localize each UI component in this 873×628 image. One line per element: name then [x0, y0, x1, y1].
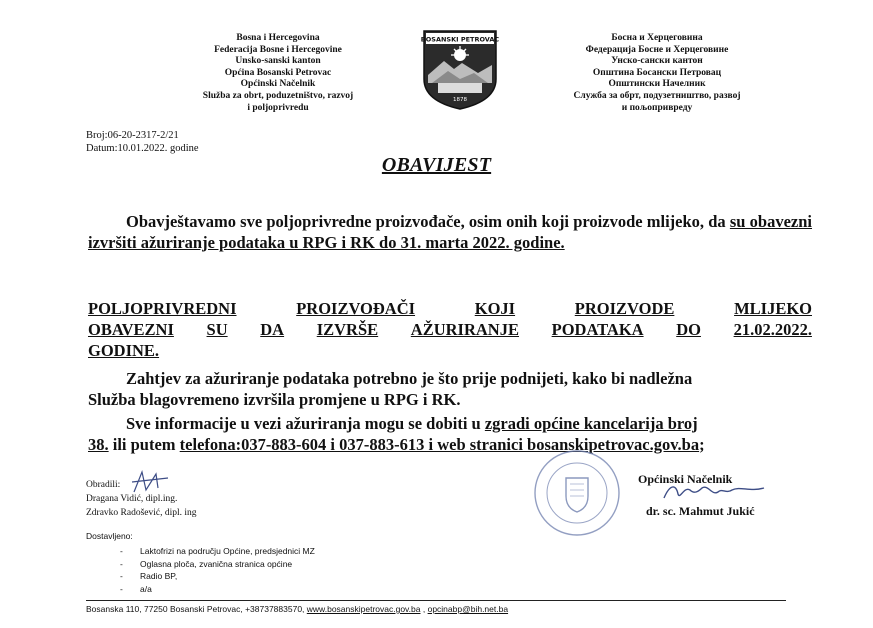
notice-title: OBAVIJEST [381, 154, 492, 176]
paragraph-3-line: Zahtjev za ažuriranje podataka potrebno je što prije podnijeti, kako bi nadležna [126, 369, 693, 388]
preparer-name: Dragana Vidić, dipl.ing. [86, 494, 178, 504]
footer-separator: , [420, 604, 428, 614]
emblem-banner: BOSANSKI PETROVAC [420, 35, 500, 44]
header-right-line: Федерација Босне и Херцеговине [585, 44, 729, 55]
header-left-line: Federacija Bosne i Hercegovine [214, 44, 342, 55]
notice-paragraph-2 [88, 298, 812, 361]
distribution-item: - Laktofrizi na području Općine, predsjednici MZ [116, 545, 315, 558]
footer-email-link[interactable]: opcinabp@bih.net.ba [427, 604, 509, 614]
header-right-line: и пољопривреду [621, 102, 693, 113]
distribution-item: - Radio BP, [116, 570, 315, 583]
notice-paragraph-3 [88, 368, 812, 410]
document-meta [86, 129, 199, 155]
caps-word: OBAVEZNI [88, 320, 174, 339]
office-location: zgradi općine kancelarija broj [484, 414, 698, 433]
caps-word: SU [206, 320, 228, 339]
header-left-line: Općina Bosanski Petrovac [224, 67, 332, 78]
header-right [557, 33, 757, 114]
paragraph-4-text: ; [699, 435, 705, 454]
paragraph-4-line [88, 413, 812, 434]
paragraph-1-deadline: su obavezni izvršiti ažuriranje podataka u RPG i RK do 31. marta 2022. godine. [88, 212, 813, 252]
distribution-label: Dostavljeno: [86, 531, 133, 541]
paragraph-1-intro: Obavještavamo sve poljoprivredne proizvođače, osim onih koji proizvode mlijeko, da [126, 212, 730, 231]
caps-word: DA [260, 320, 285, 339]
header-right-line: Служба за обрт, подузетништво, развој [573, 90, 741, 101]
distribution-list [116, 545, 315, 595]
caps-word: MLIJEKO [734, 299, 812, 318]
preparer-name: Zdravko Radošević, dipl. ing [86, 508, 197, 518]
footer-website-link[interactable]: www.bosanskipetrovac.gov.ba [306, 604, 421, 614]
official-stamp [532, 448, 622, 538]
municipality-emblem-icon [418, 27, 502, 111]
document-number: Broj:06-20-2317-2/21 [86, 130, 179, 141]
distribution-item: - a/a [116, 583, 315, 596]
header-right-line: Општински Начелник [608, 79, 706, 90]
notice-paragraph-1 [88, 211, 812, 253]
header-left [188, 33, 368, 114]
header-left-line: Unsko-sanski kanton [235, 56, 321, 67]
caps-word: PROIZVODE [574, 299, 675, 318]
paragraph-4-line [88, 434, 812, 455]
footer-divider [86, 600, 786, 601]
paragraph-3-line: Služba blagovremeno izvršila promjene u RPG i RK. [88, 390, 461, 409]
caps-word: DO [676, 320, 701, 339]
header-left-line: Služba za obrt, poduzetništvo, razvoj [202, 90, 354, 101]
office-number: 38. [88, 435, 109, 454]
caps-word: IZVRŠE [316, 320, 379, 339]
emblem-year: 1878 [453, 97, 467, 103]
contact-info: telefona:037-883-604 i 037-883-613 i web stranici bosanskipetrovac.gov.ba [179, 435, 700, 454]
handwritten-signature [660, 480, 770, 504]
signatory-name: dr. sc. Mahmut Jukić [646, 504, 755, 518]
caps-word: POLJOPRIVREDNI [88, 299, 237, 318]
footer-address: Bosanska 110, 77250 Bosanski Petrovac, +38737883570, [86, 604, 307, 614]
caps-word: AŽURIRANJE [410, 320, 519, 339]
paragraph-2-line [88, 298, 812, 319]
footer [86, 604, 508, 614]
paragraph-4-text: Sve informacije u vezi ažuriranja mogu se dobiti u [126, 414, 485, 433]
paragraph-2-line: GODINE. [88, 341, 160, 360]
paragraph-2-line [88, 319, 812, 340]
paragraph-4-text: ili putem [108, 435, 180, 454]
distribution [86, 531, 315, 595]
caps-word: 21.02.2022. [733, 320, 812, 339]
header-right-line: Босна и Херцеговина [611, 33, 703, 43]
header-right-line: Унско-сански кантон [611, 56, 703, 67]
initials-signature [128, 468, 174, 498]
header-right-line: Општина Босански Петровац [592, 67, 722, 78]
caps-word: PROIZVOĐAČI [296, 299, 416, 318]
distribution-item: - Oglasna ploča, zvanična stranica općine [116, 558, 315, 571]
signature-title: Općinski Načelnik [638, 472, 733, 486]
notice-paragraph-4 [88, 413, 812, 455]
header-left-line: Općinski Načelnik [240, 79, 316, 90]
caps-word: PODATAKA [551, 320, 644, 339]
header-left-line: Bosna i Hercegovina [236, 33, 320, 43]
document-date: Datum:10.01.2022. godine [86, 143, 199, 154]
caps-word: KOJI [474, 299, 516, 318]
prepared-by-label: Obradili: [86, 480, 121, 490]
header-left-line: i poljoprivredu [247, 102, 309, 113]
